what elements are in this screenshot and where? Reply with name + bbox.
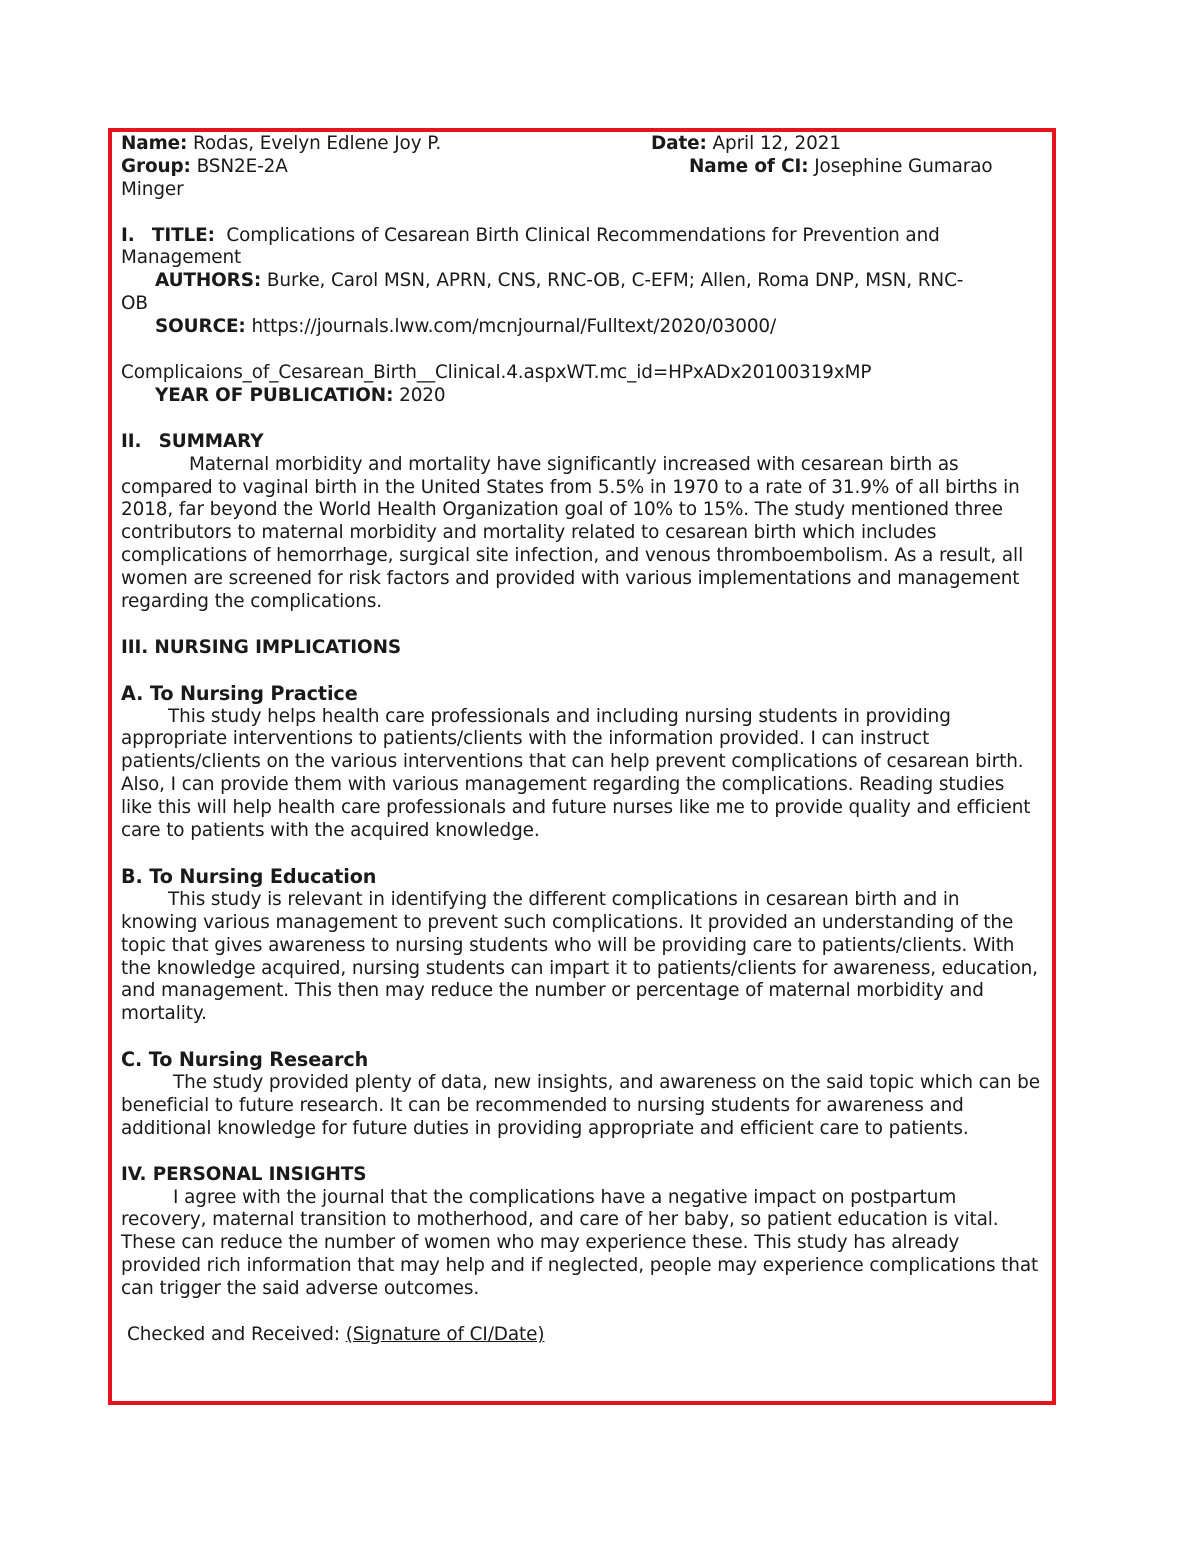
header-row-1 bbox=[121, 133, 1041, 156]
source-value: https://journals.lww.com/mcnjournal/Fulltext/2020/03000/ bbox=[251, 316, 777, 338]
education-body: This study is relevant in identifying the different complications in cesarean birth and in knowing various management to prevent such complications. It provided an understanding of the topic that gives awareness to nursing students who will be providing care to patients/clients. With the knowledge acquired, nursing students can impart it to patients/clients for awareness, education, and management. This then may reduce the number or percentage of maternal morbidity and mortality. bbox=[121, 888, 1038, 1025]
year-line bbox=[121, 385, 1041, 408]
year-value: 2020 bbox=[399, 384, 446, 406]
source-line bbox=[121, 316, 1041, 339]
practice-heading: A. To Nursing Practice bbox=[121, 681, 358, 705]
authors-line bbox=[121, 270, 1041, 293]
ci-label: Name of CI: bbox=[689, 155, 809, 177]
research-body: The study provided plenty of data, new insights, and awareness on the said topic which can be beneficial to future research. It can be recommended to nursing students for awareness and additional knowledge for future duties in providing appropriate and efficient care to patients. bbox=[121, 1072, 1040, 1139]
document-body bbox=[121, 133, 1041, 1347]
title-label: TITLE: bbox=[151, 224, 215, 246]
signature-placeholder: (Signature of CI/Date) bbox=[345, 1323, 545, 1345]
source-value-cont: Complicaions_of_Cesarean_Birth__Clinical.4.aspxWT.mc_id=HPxADx20100319xMP bbox=[121, 362, 872, 383]
checked-label: Checked and Received: bbox=[127, 1323, 340, 1345]
year-label: YEAR OF PUBLICATION: bbox=[155, 384, 394, 406]
ci-value: Josephine Gumarao bbox=[814, 155, 993, 177]
summary-body: Maternal morbidity and mortality have significantly increased with cesarean birth as compared to vaginal birth in the United States from 5.5% in 1970 to a rate of 31.9% of all births in 2018, far beyond the World Health Organization goal of 10% to 15%. The study mentioned three contributors to maternal morbidity and mortality related to cesarean birth which includes complications of hemorrhage, surgical site infection, and venous thromboembolism. As a result, all women are screened for risk factors and provided with various implementations and management regarding the complications. bbox=[121, 453, 1024, 613]
authors-value-cont: OB bbox=[121, 293, 148, 315]
ci-value-cont: Minger bbox=[121, 178, 184, 200]
research-heading: C. To Nursing Research bbox=[121, 1048, 369, 1072]
education-heading: B. To Nursing Education bbox=[121, 864, 377, 888]
date-label: Date: bbox=[651, 133, 707, 154]
summary-heading: II. SUMMARY bbox=[121, 430, 264, 452]
nursing-implications-heading: III. NURSING IMPLICATIONS bbox=[121, 636, 402, 658]
title-value-cont: Management bbox=[121, 247, 242, 269]
personal-insights-heading: IV. PERSONAL INSIGHTS bbox=[121, 1163, 367, 1185]
title-value: Complications of Cesarean Birth Clinical Recommendations for Prevention and bbox=[226, 224, 940, 246]
group-value: BSN2E-2A bbox=[196, 155, 288, 177]
checked-line bbox=[121, 1324, 1041, 1347]
header-row-2 bbox=[121, 156, 1041, 179]
authors-value: Burke, Carol MSN, APRN, CNS, RNC-OB, C-EFM; Allen, Roma DNP, MSN, RNC- bbox=[266, 270, 964, 292]
name-value: Rodas, Evelyn Edlene Joy P. bbox=[193, 133, 442, 154]
authors-label: AUTHORS: bbox=[155, 270, 262, 292]
source-label: SOURCE: bbox=[155, 316, 246, 338]
group-label: Group: bbox=[121, 155, 191, 177]
title-line: I. TITLE: Complications of Cesarean Birth Clinical Recommendations for Prevention and bbox=[121, 224, 940, 246]
practice-body: This study helps health care professionals and including nursing students in providing appropriate interventions to patients/clients with the information provided. I can instruct patients/clients on the various interventions that can help prevent complications of cesarean birth. Also, I can provide them with various management regarding the complications. Reading studies like this will help health care professionals and future nurses like me to provide quality and efficient care to patients with the acquired knowledge. bbox=[121, 705, 1031, 842]
date-value: April 12, 2021 bbox=[712, 133, 841, 154]
personal-insights-body: I agree with the journal that the complications have a negative impact on postpartum recovery, maternal transition to motherhood, and care of her baby, so patient education is vital. These can reduce the number of women who may experience these. This study has already provided rich information that may help and if neglected, people may experience complications that can trigger the said adverse outcomes. bbox=[121, 1186, 1039, 1300]
name-label: Name: bbox=[121, 133, 188, 154]
